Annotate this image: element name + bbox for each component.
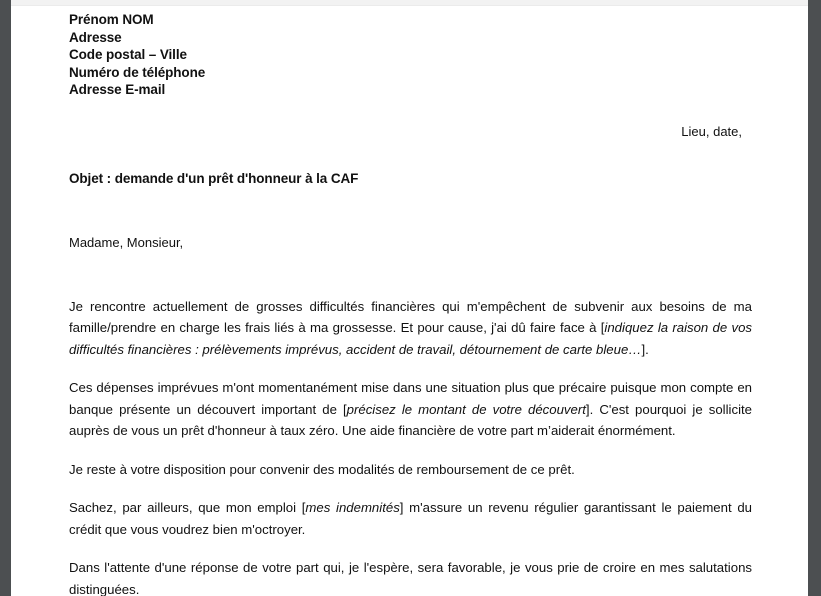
sender-address-block: [69, 11, 752, 99]
paragraph-difficultes: [69, 296, 752, 361]
body-text: ]. C'est pourquoi je sollicite auprès de vous un prêt d'honneur à taux zéro. Une aide financière de votre part m’aiderait énormément.: [69, 401, 752, 439]
paragraph-salutations: [69, 557, 752, 596]
document-page: [11, 0, 808, 596]
body-text: ] m'assure un revenu régulier garantissant le paiement du crédit que vous voudrez bien m'octroyer.: [69, 500, 752, 537]
placeholder-text: précisez le montant de votre découvert: [346, 401, 586, 417]
sender-line-address: Adresse: [69, 29, 122, 45]
sender-line-phone: Numéro de téléphone: [69, 64, 206, 80]
body-text: Dans l'attente d'une réponse de votre part qui, je l'espère, sera favorable, je vous prie de croire en mes salutations distinguées.: [69, 560, 752, 596]
place-and-date: Lieu, date,: [681, 123, 742, 139]
paragraph-emploi: [69, 497, 752, 540]
body-text: ].: [641, 341, 649, 357]
letter-content: [69, 11, 752, 596]
sender-line-postal-city: Code postal – Ville: [69, 47, 187, 63]
body-text: Sachez, par ailleurs, que mon emploi [: [69, 500, 306, 516]
subject-line: Objet : demande d'un prêt d'honneur à la CAF: [69, 170, 359, 186]
salutation: Madame, Monsieur,: [69, 234, 184, 250]
body-text: Ces dépenses imprévues m'ont momentanément mise dans une situation plus que précaire puisque mon compte en banque présente un découvert important de [: [69, 380, 752, 417]
sender-line-name: Prénom NOM: [69, 12, 154, 27]
placeholder-text: indiquez la raison de vos difficultés financières : prélèvements imprévus, accident de travail, détournement de carte bleue…: [69, 320, 752, 357]
body-text: Je reste à votre disposition pour convenir des modalités de remboursement de ce prêt.: [69, 461, 575, 477]
viewer-gutter-right: [808, 0, 821, 596]
letter-body: [69, 296, 752, 596]
body-text: Je rencontre actuellement de grosses difficultés financières qui m'empêchent de subvenir aux besoins de ma famille/prendre en charge les frais liés à ma grossesse. Et pour cause, j'ai dû faire face à [: [69, 298, 752, 336]
viewer-gutter-left: [0, 0, 11, 596]
paragraph-decouvert: [69, 377, 752, 442]
page-top-edge: [11, 0, 808, 6]
sender-line-email: Adresse E-mail: [69, 82, 166, 98]
placeholder-text: mes indemnités: [305, 500, 400, 516]
paragraph-disposition: [69, 459, 752, 481]
